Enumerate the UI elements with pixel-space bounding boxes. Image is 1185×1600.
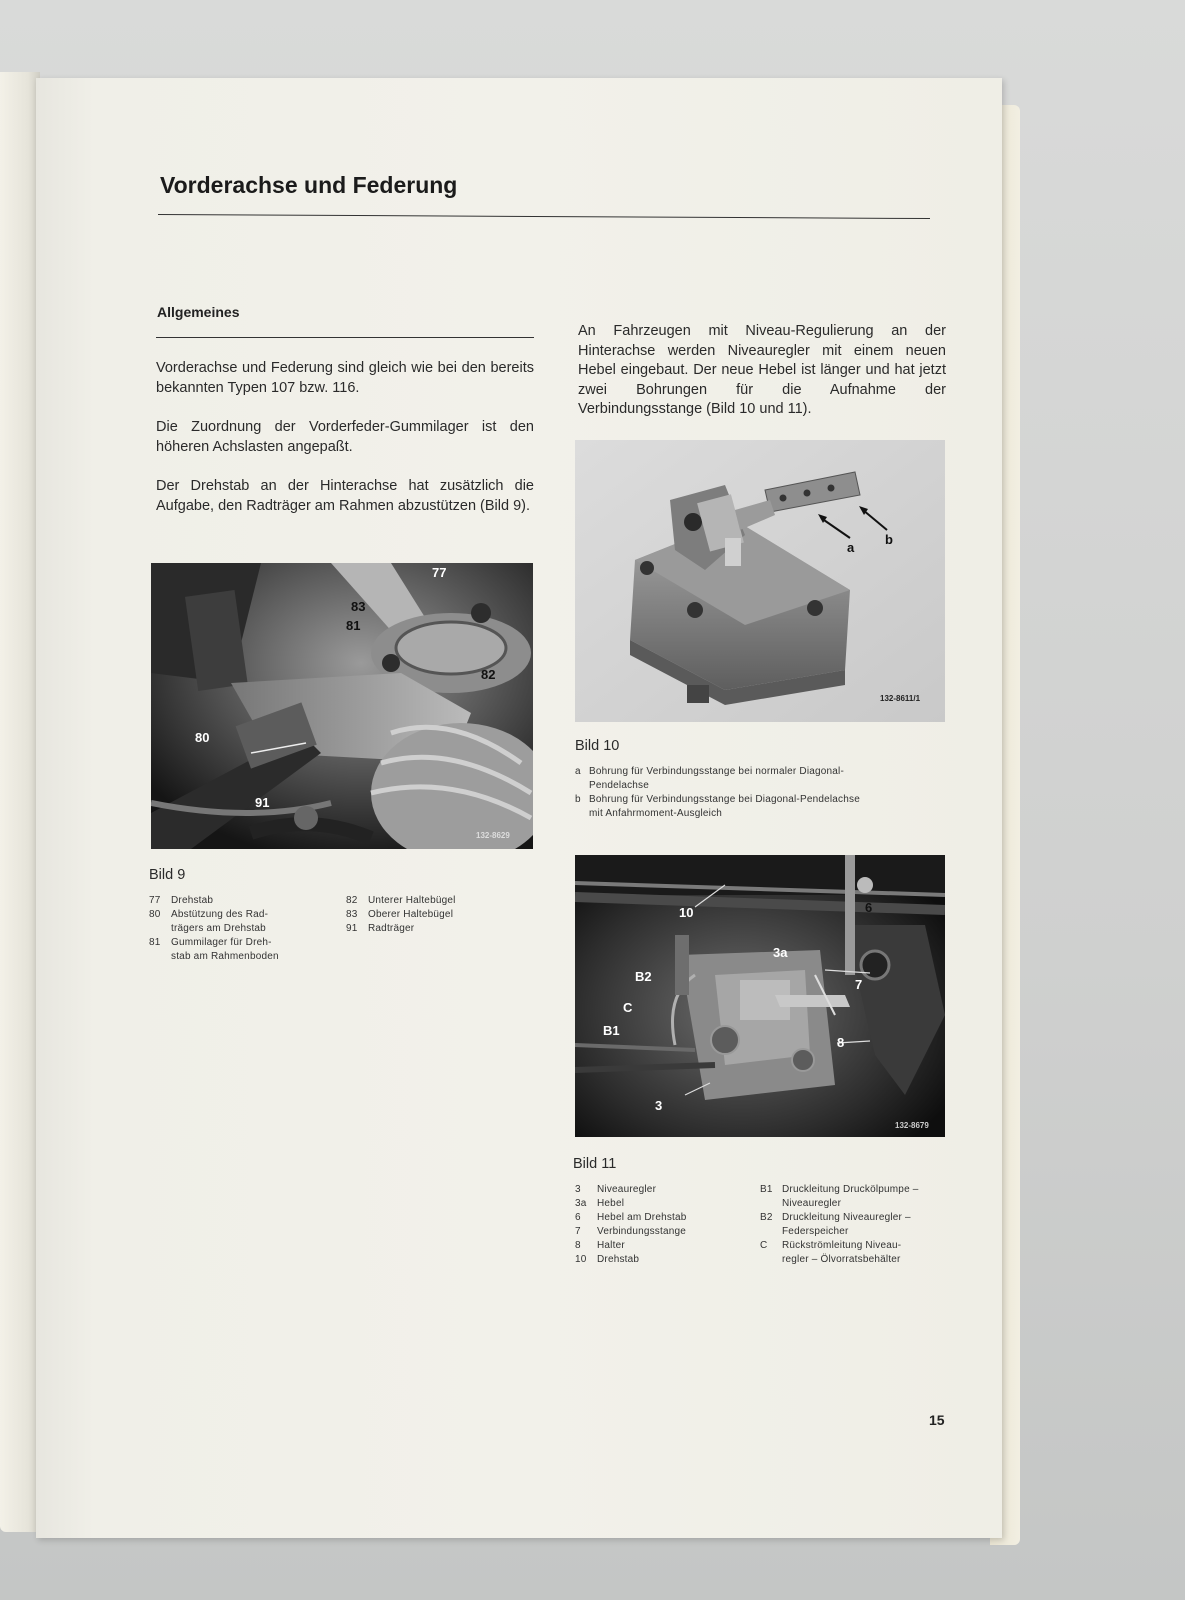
- figure-9-legend-left: [149, 894, 339, 964]
- legend-row: [149, 894, 339, 908]
- legend-text: Oberer Haltebügel: [368, 909, 454, 920]
- legend-key: a: [575, 766, 581, 777]
- legend-key: [149, 950, 171, 964]
- figure-9-callout-80: 80: [195, 730, 210, 745]
- figure-10-callout-a: a: [847, 540, 855, 555]
- legend-row: [346, 922, 536, 936]
- page-number: 15: [929, 1412, 945, 1428]
- legend-row: [760, 1225, 960, 1239]
- figure-10-legend: [575, 765, 955, 821]
- legend-key: 82: [346, 895, 358, 906]
- legend-text: stab am Rahmenboden: [171, 951, 279, 962]
- legend-key: B2: [760, 1212, 773, 1223]
- figure-11-callout-7: 7: [855, 977, 863, 992]
- legend-key: 3a: [575, 1198, 587, 1209]
- legend-text: Hebel am Drehstab: [597, 1212, 687, 1223]
- figure-11-callout-B1: B1: [603, 1023, 620, 1038]
- figure-9-callout-77: 77: [432, 565, 447, 580]
- legend-row: [575, 1225, 755, 1239]
- legend-row: [760, 1239, 960, 1253]
- figure-9-callout-83: 83: [351, 599, 366, 614]
- legend-text: Bohrung für Verbindungsstange bei Diagonal-Pendelachse: [589, 794, 860, 805]
- legend-key: 77: [149, 895, 161, 906]
- figure-11-title: Bild 11: [573, 1156, 617, 1172]
- legend-key: 8: [575, 1240, 581, 1251]
- figure-10-title: Bild 10: [575, 738, 620, 754]
- legend-row: [346, 908, 536, 922]
- figure-9-title: Bild 9: [149, 867, 186, 883]
- legend-text: trägers am Drehstab: [171, 923, 266, 934]
- figure-11-callout-8: 8: [837, 1035, 845, 1050]
- legend-text: Drehstab: [171, 895, 214, 906]
- figure-10-photo-code: 132-8611/1: [880, 694, 921, 703]
- legend-text: Druckleitung Druckölpumpe –: [782, 1184, 919, 1195]
- figure-11-legend-left: [575, 1183, 755, 1267]
- legend-row: [575, 1211, 755, 1225]
- section-heading: Allgemeines: [157, 304, 240, 320]
- figure-11-callout-C: C: [623, 1000, 633, 1015]
- legend-text: Niveauregler: [782, 1198, 842, 1209]
- legend-key: b: [575, 794, 581, 805]
- legend-key: C: [760, 1240, 768, 1251]
- legend-row: [575, 779, 955, 793]
- paragraph-3: Der Drehstab an der Hinterachse hat zusätzlich die Aufgabe, den Radträger am Rahmen abzustützen (Bild 9).: [156, 478, 534, 514]
- figure-9-callout-82: 82: [481, 667, 496, 682]
- figure-9-photo: [151, 563, 533, 849]
- legend-row: [575, 1253, 755, 1267]
- legend-text: mit Anfahrmoment-Ausgleich: [589, 808, 723, 819]
- legend-key: [575, 779, 589, 793]
- legend-row: [575, 765, 955, 779]
- figure-11-callout-3a: 3a: [773, 945, 788, 960]
- legend-key: 7: [575, 1226, 581, 1237]
- legend-key: [760, 1253, 782, 1267]
- figure-10-photo: [575, 440, 945, 722]
- legend-text: Niveauregler: [597, 1184, 657, 1195]
- figure-11-photo: [575, 855, 945, 1137]
- paragraph-4: An Fahrzeugen mit Niveau-Regulierung an der Hinterachse werden Niveauregler mit einem neuen Hebel eingebaut. Der neue Hebel ist länger und hat jetzt zwei Bohrungen für die Aufnahme der Verbindungsstange (Bild 10 und 11).: [578, 323, 946, 417]
- paragraph-2: Die Zuordnung der Vorderfeder-Gummilager ist den höheren Achslasten angepaßt.: [156, 419, 534, 455]
- legend-text: regler – Ölvorratsbehälter: [782, 1254, 901, 1265]
- legend-key: 80: [149, 909, 161, 920]
- legend-row: [575, 1239, 755, 1253]
- legend-row: [149, 922, 339, 936]
- legend-text: Unterer Haltebügel: [368, 895, 456, 906]
- legend-text: Radträger: [368, 923, 415, 934]
- figure-11-callout-10: 10: [679, 905, 694, 920]
- figure-11-callout-3: 3: [655, 1098, 663, 1113]
- legend-text: Verbindungsstange: [597, 1226, 687, 1237]
- legend-row: [575, 793, 955, 807]
- legend-row: [760, 1197, 960, 1211]
- legend-key: [760, 1225, 782, 1239]
- legend-row: [575, 1197, 755, 1211]
- legend-row: [149, 936, 339, 950]
- legend-text: Federspeicher: [782, 1226, 849, 1237]
- page-title: Vorderachse und Federung: [160, 172, 458, 198]
- figure-11-photo-code: 132-8679: [895, 1121, 929, 1130]
- legend-key: B1: [760, 1184, 773, 1195]
- legend-key: 3: [575, 1184, 581, 1195]
- legend-key: [760, 1197, 782, 1211]
- legend-key: [149, 922, 171, 936]
- legend-key: 91: [346, 923, 358, 934]
- figure-9-callout-81: 81: [346, 618, 361, 633]
- legend-key: 81: [149, 937, 161, 948]
- figure-9-callout-91: 91: [255, 795, 270, 810]
- legend-key: [575, 807, 589, 821]
- legend-row: [760, 1253, 960, 1267]
- legend-row: [149, 908, 339, 922]
- legend-text: Druckleitung Niveauregler –: [782, 1212, 911, 1223]
- figure-9-photo-code: 132-8629: [476, 831, 510, 840]
- paragraph-1: Vorderachse und Federung sind gleich wie bei den bereits bekannten Typen 107 bzw. 116.: [156, 360, 534, 396]
- figure-9-legend-right: [346, 894, 536, 936]
- legend-row: [760, 1183, 960, 1197]
- legend-text: Abstützung des Rad-: [171, 909, 269, 920]
- legend-text: Halter: [597, 1240, 625, 1251]
- legend-row: [575, 1183, 755, 1197]
- legend-key: 6: [575, 1212, 581, 1223]
- legend-row: [575, 807, 955, 821]
- legend-text: Gummilager für Dreh-: [171, 937, 272, 948]
- legend-text: Bohrung für Verbindungsstange bei normaler Diagonal-: [589, 766, 844, 777]
- legend-text: Drehstab: [597, 1254, 640, 1265]
- legend-row: [760, 1211, 960, 1225]
- legend-text: Pendelachse: [589, 780, 650, 791]
- section-rule: [156, 337, 534, 338]
- figure-11-callout-6: 6: [865, 900, 873, 915]
- figure-11-callout-B2: B2: [635, 969, 652, 984]
- legend-key: 10: [575, 1254, 587, 1265]
- legend-row: [149, 950, 339, 964]
- figure-11-legend-right: [760, 1183, 960, 1267]
- legend-row: [346, 894, 536, 908]
- legend-text: Hebel: [597, 1198, 625, 1209]
- left-page-edge: [0, 72, 40, 1532]
- legend-key: 83: [346, 909, 358, 920]
- legend-text: Rückströmleitung Niveau-: [782, 1240, 902, 1251]
- figure-10-callout-b: b: [885, 532, 893, 547]
